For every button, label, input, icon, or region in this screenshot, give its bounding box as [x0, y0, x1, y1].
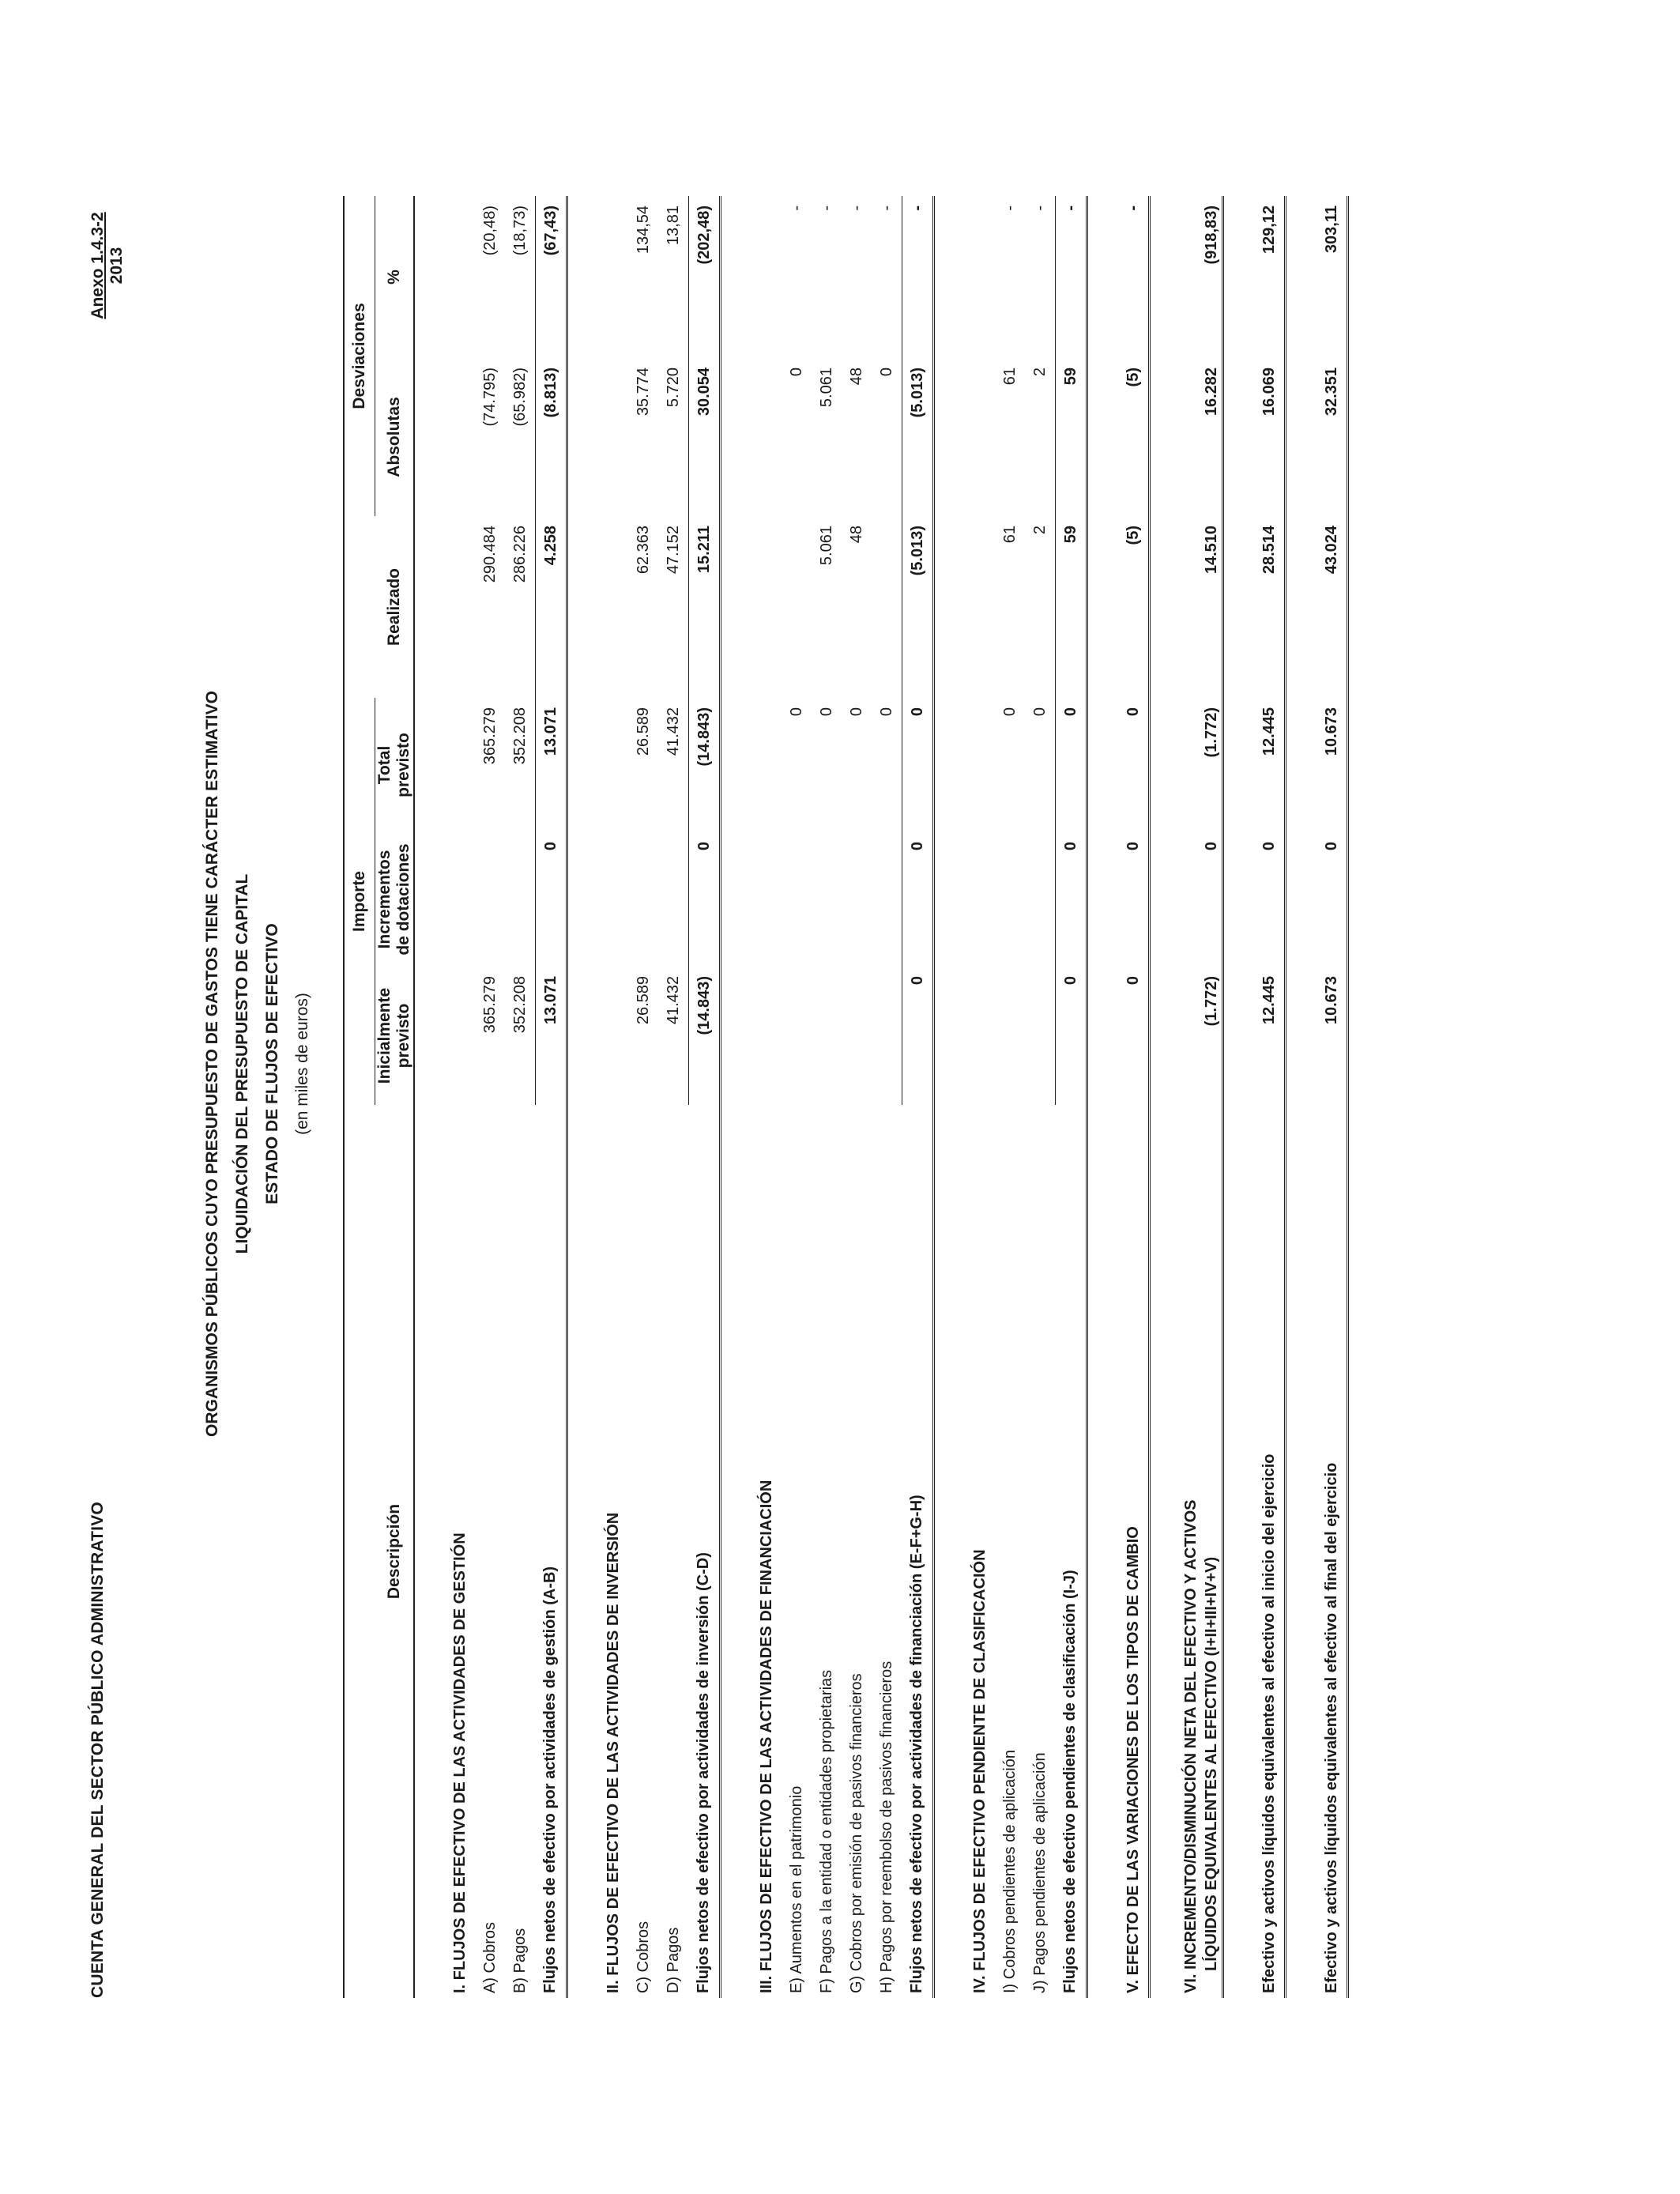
header-row-columns	[375, 196, 415, 1998]
cell-incrementos	[995, 832, 1025, 967]
row-label: J) Pagos pendientes de aplicación	[1030, 1752, 1049, 1993]
row-label	[1181, 1105, 1223, 1998]
cell-absolutas: (5)	[1118, 358, 1150, 516]
cell-realizado	[872, 516, 902, 698]
cell-incrementos: 0	[1254, 832, 1286, 967]
cell-incrementos	[475, 832, 505, 967]
cell-absolutas: 2	[1025, 358, 1056, 516]
cell-pct: -	[1118, 196, 1150, 358]
cell-realizado: 15.211	[689, 516, 721, 698]
cell-absolutas: (65.982)	[505, 358, 536, 516]
cell-pct: -	[1000, 205, 1019, 211]
cell-total: 0	[1056, 698, 1087, 832]
row-label: V. EFECTO DE LAS VARIACIONES DE LOS TIPOS DE CAMBIO	[1118, 1105, 1150, 1998]
row-label: I) Cobros pendientes de aplicación	[1000, 1750, 1019, 1993]
row-label: Flujos netos de efectivo por actividades de financiación (E-F+G-H)	[902, 1105, 934, 1998]
cell-realizado: 48	[847, 526, 865, 544]
section-title: I. FLUJOS DE EFECTIVO DE LAS ACTIVIDADES DE GESTIÓN	[450, 1532, 469, 1993]
col-total	[375, 698, 415, 832]
row-label: Flujos netos de efectivo por actividades de gestión (A-B)	[536, 1105, 567, 1998]
subtotal-row	[902, 196, 934, 1998]
title-line-3: ESTADO DE FLUJOS DE EFECTIVO	[263, 923, 281, 1204]
cell-absolutas: (74.795)	[480, 368, 499, 427]
table-row	[872, 196, 902, 1998]
row-label: H) Pagos por reembolso de pasivos financieros	[877, 1661, 895, 1993]
cash-flow-table	[343, 196, 1349, 1998]
cell-absolutas: 5.720	[658, 358, 689, 516]
annex-number: Anexo 1.4.3-2	[89, 212, 107, 319]
col-realizado-spacer	[344, 516, 375, 698]
cell-pct: -	[817, 205, 835, 211]
col-total-l1: Total	[375, 745, 394, 785]
cell-realizado: 28.514	[1254, 516, 1286, 698]
cell-incrementos	[812, 832, 842, 967]
cell-absolutas: 61	[1000, 368, 1019, 386]
cell-absolutas: 30.054	[689, 358, 721, 516]
col-group-desviaciones: Desviaciones	[344, 196, 375, 516]
cell-absolutas: 16.069	[1254, 358, 1286, 516]
table-row	[475, 196, 505, 1998]
cell-total: 0	[902, 698, 934, 832]
cell-realizado: 290.484	[480, 526, 499, 583]
col-realizado: Realizado	[384, 567, 403, 647]
cell-total: (1.772)	[1181, 698, 1223, 832]
cell-total: 13.071	[536, 698, 567, 832]
cell-inicial: 13.071	[536, 967, 567, 1105]
cell-total: 26.589	[634, 707, 652, 756]
table-row	[1025, 196, 1056, 1998]
cell-pct: (918,83)	[1181, 196, 1223, 358]
cell-pct: -	[872, 196, 902, 358]
cell-incrementos: 0	[1118, 832, 1150, 967]
cell-inicial	[1025, 967, 1056, 1105]
row-label: F) Pagos a la entidad o entidades propietarias	[817, 1669, 835, 1993]
cell-realizado: 43.024	[1317, 516, 1348, 698]
cell-inicial: (14.843)	[689, 967, 721, 1105]
subtotal-row	[1118, 196, 1150, 1998]
cell-total: 0	[847, 707, 865, 717]
cell-pct: (20,48)	[480, 205, 499, 256]
cell-pct: (67,43)	[536, 196, 567, 358]
cell-realizado: 61	[1000, 526, 1019, 544]
cell-inicial: (1.772)	[1181, 967, 1223, 1105]
cell-incrementos	[658, 832, 689, 967]
cell-realizado: 62.363	[634, 526, 652, 575]
cell-incrementos	[842, 832, 872, 967]
cell-total: 0	[1025, 698, 1056, 832]
cell-absolutas: 16.282	[1181, 358, 1223, 516]
subtotal-row	[1056, 196, 1087, 1998]
col-descripcion-spacer	[344, 1105, 375, 1998]
cell-inicial: 0	[1118, 967, 1150, 1105]
cell-pct: -	[1025, 196, 1056, 358]
cell-absolutas: (5.013)	[902, 358, 934, 516]
cell-incrementos: 0	[902, 832, 934, 967]
title-line-2: LIQUIDACIÓN DEL PRESUPUESTO DE CAPITAL	[233, 873, 251, 1254]
annex-year: 2013	[107, 247, 126, 285]
cell-inicial: 12.445	[1254, 967, 1286, 1105]
cell-absolutas: 5.061	[817, 368, 835, 408]
subtotal-row	[689, 196, 721, 1998]
row-label: E) Aumentos en el patrimonio	[787, 1785, 805, 1993]
cell-pct: (202,48)	[689, 196, 721, 358]
cell-realizado: 14.510	[1181, 516, 1223, 698]
cell-realizado: 4.258	[536, 516, 567, 698]
cell-inicial: 10.673	[1317, 967, 1348, 1105]
cell-incrementos	[1025, 832, 1056, 967]
cell-incrementos: 0	[1056, 832, 1087, 967]
col-incr-l1: Incrementos	[375, 850, 394, 949]
cell-absolutas: 32.351	[1317, 358, 1348, 516]
section-title: IV. FLUJOS DE EFECTIVO PENDIENTE DE CLASIFICACIÓN	[970, 1549, 989, 1993]
cell-total: 41.432	[658, 698, 689, 832]
cell-pct: -	[1056, 196, 1087, 358]
cell-pct: 13,81	[658, 196, 689, 358]
col-absolutas: Absolutas	[385, 397, 403, 477]
annex-label	[89, 202, 126, 329]
title-units: (en miles de euros)	[293, 993, 311, 1135]
cell-absolutas: 35.774	[634, 368, 652, 417]
cell-total: 12.445	[1254, 698, 1286, 832]
cell-inicial	[842, 967, 872, 1105]
row-label: Efectivo y activos líquidos equivalentes al efectivo al inicio del ejercicio	[1254, 1105, 1286, 1998]
col-total-l2: previsto	[394, 733, 412, 797]
cell-pct: 129,12	[1254, 196, 1286, 358]
cell-incrementos: 0	[689, 832, 721, 967]
cell-pct: -	[847, 205, 865, 211]
cell-inicial	[995, 967, 1025, 1105]
cell-inicial	[782, 967, 812, 1105]
table-row	[995, 196, 1025, 1998]
cell-total: 0	[787, 707, 805, 717]
table-row	[505, 196, 536, 1998]
subtotal-row	[1254, 196, 1286, 1998]
cell-realizado: 286.226	[505, 516, 536, 698]
row-label: A) Cobros	[480, 1921, 499, 1993]
col-pct: %	[385, 270, 403, 285]
cell-realizado	[782, 516, 812, 698]
table-row	[812, 196, 842, 1998]
cell-total: 0	[1000, 707, 1019, 717]
cell-inicial: 41.432	[658, 967, 689, 1105]
section-title: III. FLUJOS DE EFECTIVO DE LAS ACTIVIDADES DE FINANCIACIÓN	[757, 1480, 775, 1993]
row-label-line-2: LÍQUIDOS EQUIVALENTES AL EFECTIVO (I+II+III+IV+V)	[1203, 1556, 1220, 1971]
row-label: Flujos netos de efectivo pendientes de clasificación (I-J)	[1056, 1105, 1087, 1998]
cell-inicial	[812, 967, 842, 1105]
row-label: C) Cobros	[634, 1921, 652, 1993]
cell-total: 352.208	[505, 698, 536, 832]
row-label: Flujos netos de efectivo por actividades de inversión (C-D)	[689, 1105, 721, 1998]
title-line-1: ORGANISMOS PÚBLICOS CUYO PRESUPUESTO DE GASTOS TIENE CARÁCTER ESTIMATIVO	[203, 691, 221, 1437]
cell-inicial: 0	[1056, 967, 1087, 1105]
cell-incrementos	[782, 832, 812, 967]
cell-total: 0	[1118, 698, 1150, 832]
cell-inicial: 26.589	[634, 976, 652, 1025]
cell-absolutas: 59	[1056, 358, 1087, 516]
cell-incrementos	[872, 832, 902, 967]
cell-pct: -	[902, 196, 934, 358]
table-row	[628, 196, 658, 1998]
row-label: B) Pagos	[510, 1928, 529, 1993]
cell-total: 365.279	[480, 707, 499, 765]
cell-inicial: 352.208	[505, 967, 536, 1105]
section-row	[445, 196, 475, 1998]
cell-pct: (18,73)	[505, 196, 536, 358]
cell-pct: 134,54	[634, 205, 652, 254]
cell-absolutas: 48	[847, 368, 865, 386]
cell-absolutas: 0	[872, 358, 902, 516]
report-header: CUENTA GENERAL DEL SECTOR PÚBLICO ADMINISTRATIVO	[89, 1502, 107, 1998]
cell-total: 0	[817, 707, 835, 717]
cell-inicial	[872, 967, 902, 1105]
cell-pct: 303,11	[1317, 196, 1348, 358]
cell-total: 0	[872, 698, 902, 832]
row-label: G) Cobros por emisión de pasivos financieros	[847, 1673, 865, 1993]
table-row	[782, 196, 812, 1998]
cell-total: 10.673	[1317, 698, 1348, 832]
cell-realizado: (5.013)	[902, 516, 934, 698]
cell-pct: -	[787, 205, 805, 211]
cell-inicial: 365.279	[480, 976, 499, 1034]
document-titles	[198, 629, 318, 1498]
col-inicial	[375, 967, 415, 1105]
section-title: II. FLUJOS DE EFECTIVO DE LAS ACTIVIDADES DE INVERSIÓN	[604, 1512, 622, 1993]
cell-incrementos	[628, 832, 658, 967]
cell-absolutas: (8.813)	[536, 358, 567, 516]
cell-realizado: 5.061	[817, 526, 835, 566]
col-group-importe: Importe	[344, 698, 375, 1105]
row-label: Efectivo y activos líquidos equivalentes al efectivo al final del ejercicio	[1317, 1105, 1348, 1998]
subtotal-row	[536, 196, 567, 1998]
cell-incrementos: 0	[1181, 832, 1223, 967]
col-inicial-l1: Inicialmente	[375, 987, 394, 1084]
cell-total: (14.843)	[689, 698, 721, 832]
table-row	[658, 196, 689, 1998]
row-label: D) Pagos	[664, 1927, 682, 1993]
col-descripcion: Descripción	[384, 1503, 403, 1600]
cell-realizado: (5)	[1118, 516, 1150, 698]
section-row	[751, 196, 782, 1998]
col-incrementos	[375, 832, 415, 967]
cell-incrementos: 0	[1317, 832, 1348, 967]
col-inicial-l2: previsto	[394, 1003, 412, 1069]
col-incr-l2: de dotaciones	[394, 843, 412, 956]
cell-incrementos: 0	[536, 832, 567, 967]
row-label-line-1: VI. INCREMENTO/DISMINUCIÓN NETA DEL EFECTIVO Y ACTIVOS	[1182, 1499, 1200, 1993]
cell-incrementos	[505, 832, 536, 967]
section-row	[965, 196, 995, 1998]
cell-absolutas: 0	[787, 368, 805, 377]
cell-realizado: 59	[1056, 516, 1087, 698]
subtotal-row	[1181, 196, 1223, 1998]
cell-realizado: 47.152	[658, 516, 689, 698]
total-row	[1317, 196, 1348, 1998]
header-row-groups	[344, 196, 375, 1998]
table-row	[842, 196, 872, 1998]
cell-inicial: 0	[902, 967, 934, 1105]
cell-realizado: 2	[1025, 516, 1056, 698]
section-row	[598, 196, 628, 1998]
